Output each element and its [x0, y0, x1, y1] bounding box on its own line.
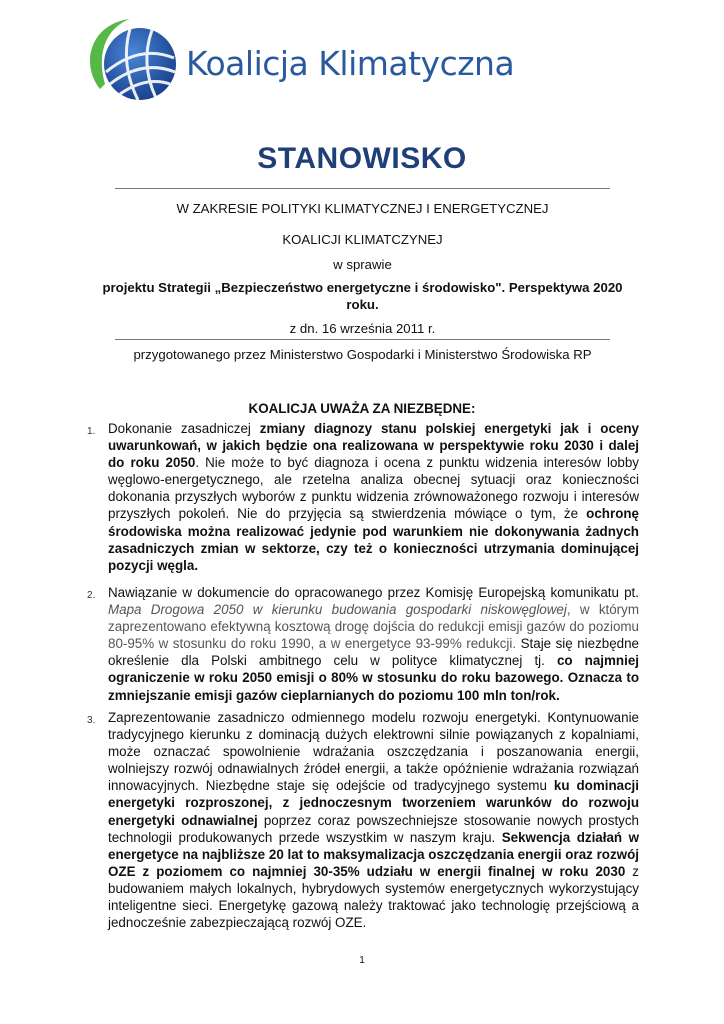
bottom-divider — [115, 339, 610, 340]
page-number: 1 — [359, 955, 365, 966]
list-item-3: Zaprezentowanie zasadniczo odmiennego modelu rozwoju energetyki. Kontynuowanie tradycyjnego kierunku z dominacją dużych elektrowni silnie powiązanych z kopalniami, może oznaczać spowolnienie wdrażania oszczędzania i poszanowania energii, wolniejszy rozwój odnawialnych źródeł energii, a także opóźnienie wdrażania rozwiązań innowacyjnych. Niezbędne staje się odejście od tradycyjnego systemu ku dominacji energetyki rozproszonej, z jednoczesnym tworzeniem warunków do rozwoju energetyki odnawialnej poprzez coraz powszechniejsze stosowanie nowych prostych technologii produkowanych przede wszystkim w naszym kraju. Sekwencja działań w energetyce na najbliższe 20 lat to maksymalizacja oszczędzania energii oraz rozwój OZE z poziomem co najmniej 30-35% udziału w energii finalnej w roku 2030 z budowaniem małych lokalnych, hybrydowych systemów energetycznych wykorzystujący inteligentne sieci. Energetykę gazową należy traktować jako technologię przejściową a jednocześnie zabezpieczającą rozwój OZE. — [108, 710, 639, 931]
page-title: STANOWISKO — [257, 142, 467, 175]
list-item-2: Nawiązanie w dokumencie do opracowanego przez Komisję Europejską komunikatu pt. Mapa Drogowa 2050 w kierunku budowania gospodarki niskowęglowej, w którym zaprezentowano efektywną kosztową drogę dojścia do redukcji emisji gazów do poziomu 80-95% w stosunku do roku 1990, a w energetyce 93-99% redukcji. Staje się niezbędne określenie dla Polski ambitnego celu w polityce klimatycznej tj. co najmniej ograniczenie w roku 2050 emisji o 80% w stosunku do roku bazowego. Oznacza to zmniejszanie emisji gazów cieplarnianych do poziomu 100 mln ton/rok. — [108, 585, 639, 703]
project-title-line1: projektu Strategii „Bezpieczeństwo energetyczne i środowisko". Perspektywa 2020 — [102, 280, 623, 295]
list-item-1: Dokonanie zasadniczej zmiany diagnozy stanu polskiej energetyki jak i oceny uwarunkowań, w jakich będzie ona realizowana w perspektywie roku 2030 i dalej do roku 2050. Nie może to być diagnoza i ocena z punktu widzenia interesów lobby węglowo-energetycznego, ale rzetelna analiza obecnej sytuacji oraz konieczności dokonania przyszłych wyborów z punktu widzenia zrównoważonego rozwoju i interesów przyszłych pokoleń. Nie do przyjęcia są stwierdzenia mówiące o tym, że ochronę środowiska można realizować jedynie pod warunkiem nie dokonywania żadnych zasadniczych zmian w sektorze, czy też o konieczności utrzymania dominującej pozycji węgla. — [108, 421, 639, 573]
subtitle: W ZAKRESIE POLITYKI KLIMATYCZNEJ I ENERGETYCZNEJ — [176, 201, 549, 216]
organization: KOALICJI KLIMATCZYNEJ — [282, 232, 443, 247]
section-title: KOALICJA UWAŻA ZA NIEZBĘDNE: — [248, 401, 476, 416]
w-sprawie: w sprawie — [333, 257, 392, 272]
item-number: 1. — [87, 426, 96, 437]
globe-logo-icon — [80, 14, 190, 114]
logo-text: Koalicja Klimatyczna — [186, 44, 515, 83]
project-title — [100, 279, 625, 313]
logo — [80, 14, 540, 114]
top-divider — [115, 188, 610, 189]
project-title-line2: roku. — [346, 297, 379, 312]
prepared-by: przygotowanego przez Ministerstwo Gospodarki i Ministerstwo Środowiska RP — [133, 347, 592, 362]
date: z dn. 16 września 2011 r. — [289, 321, 436, 336]
item-number: 3. — [87, 715, 96, 726]
item-number: 2. — [87, 590, 96, 601]
